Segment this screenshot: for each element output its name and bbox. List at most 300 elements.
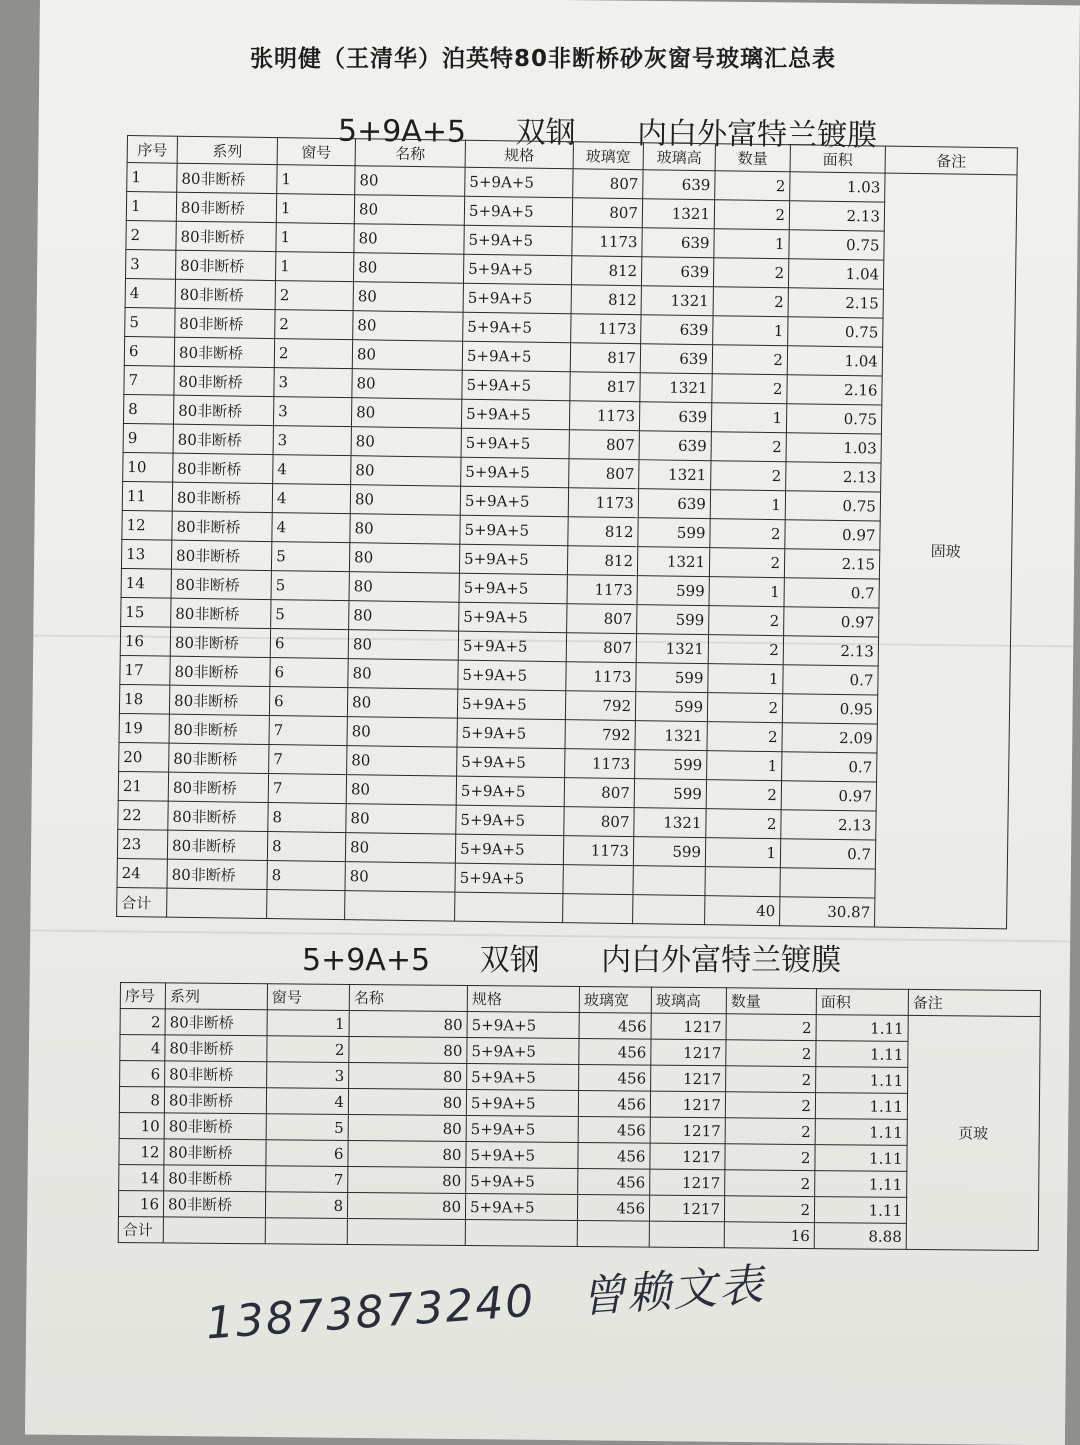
table-cell: 2 [726, 1014, 816, 1041]
empty-cell [345, 891, 455, 922]
table-cell: 80非断桥 [173, 453, 273, 483]
table-cell: 5 [266, 1114, 348, 1141]
table-cell: 1.04 [787, 346, 882, 376]
table-cell: 807 [566, 633, 636, 663]
section1-coating: 内白外富特兰镀膜 [636, 116, 878, 154]
table-cell: 6 [270, 629, 348, 659]
table-cell: 21 [118, 771, 168, 801]
table-cell: 6 [120, 1061, 165, 1087]
col-header: 窗号 [267, 984, 349, 1011]
table-cell: 639 [639, 402, 711, 432]
table-cell: 6 [124, 336, 174, 366]
table-cell: 80非断桥 [168, 772, 268, 802]
col-header: 面积 [816, 989, 908, 1016]
table-cell: 1217 [650, 1091, 725, 1118]
table-cell: 1173 [572, 227, 642, 257]
table-cell: 1.11 [814, 1197, 906, 1224]
table-cell: 5+9A+5 [458, 631, 566, 662]
table-cell: 2 [725, 1118, 815, 1145]
table-cell: 817 [570, 343, 640, 373]
table-cell [780, 868, 875, 898]
section1-table [116, 135, 1018, 929]
empty-cell [265, 1218, 347, 1245]
section1-spec: 5+9A+5 [337, 113, 467, 150]
table-cell: 812 [568, 517, 638, 547]
total-cell: 合计 [117, 887, 167, 917]
table-cell: 2.13 [786, 462, 881, 492]
total-cell: 40 [705, 896, 780, 926]
table-cell [705, 867, 780, 897]
table-cell: 10 [123, 452, 173, 482]
table-cell: 639 [641, 257, 713, 287]
table-cell: 1.11 [815, 1171, 907, 1198]
table-cell: 1 [714, 229, 789, 259]
empty-cell [347, 1218, 465, 1245]
col-header: 序号 [120, 983, 165, 1009]
table-cell: 0.7 [783, 665, 878, 695]
table-cell: 80非断桥 [175, 308, 275, 338]
table-cell: 2.13 [783, 636, 878, 666]
table-cell: 0.75 [788, 317, 883, 347]
table-cell: 2 [274, 339, 352, 369]
table-cell: 599 [636, 663, 708, 693]
table-cell: 1173 [571, 314, 641, 344]
table-cell: 807 [569, 430, 639, 460]
table-cell: 456 [579, 1065, 651, 1092]
table-cell: 5+9A+5 [464, 225, 572, 256]
table-cell: 80非断桥 [170, 656, 270, 686]
col-header: 数量 [726, 988, 816, 1015]
table-cell: 80 [352, 369, 462, 400]
table-cell: 24 [117, 858, 167, 888]
table-cell: 1321 [636, 634, 708, 664]
remark-cell: 页玻 [906, 1015, 1040, 1250]
table-cell: 4 [125, 278, 175, 308]
table-cell: 456 [578, 1169, 650, 1196]
table-cell: 7 [269, 716, 347, 746]
table-cell: 80 [352, 340, 462, 371]
col-header: 数量 [715, 144, 790, 172]
table-cell: 1.03 [790, 172, 885, 202]
table-cell: 3 [267, 1062, 349, 1089]
section2-heading [302, 935, 841, 979]
table-cell: 5+9A+5 [461, 457, 569, 488]
table-cell: 0.7 [784, 578, 879, 608]
table-cell: 5+9A+5 [463, 283, 571, 314]
table-cell: 80 [345, 833, 455, 864]
table-cell: 2 [706, 809, 781, 839]
table-cell: 599 [635, 692, 707, 722]
col-header: 玻璃高 [651, 987, 726, 1014]
table-cell: 639 [638, 489, 710, 519]
table-cell: 80非断桥 [165, 1061, 267, 1088]
col-header: 备注 [908, 989, 1040, 1016]
table-cell: 5+9A+5 [466, 1116, 578, 1143]
table-cell: 1 [276, 223, 354, 253]
table-cell: 80 [348, 1140, 466, 1167]
table-cell: 8 [268, 803, 346, 833]
table-cell: 7 [268, 774, 346, 804]
table-cell: 7 [269, 745, 347, 775]
table-cell: 80 [354, 224, 464, 255]
table-cell: 80 [350, 485, 460, 516]
table-cell: 5+9A+5 [466, 1168, 578, 1195]
empty-cell [633, 895, 705, 925]
table-cell: 1321 [639, 460, 711, 490]
table-cell: 2 [712, 345, 787, 375]
table-cell: 18 [119, 684, 169, 714]
table-cell: 80 [351, 456, 461, 487]
table-cell: 5+9A+5 [459, 544, 567, 575]
table-cell: 80 [351, 427, 461, 458]
table-cell: 8 [123, 394, 173, 424]
empty-cell [649, 1221, 724, 1248]
table-cell: 1.11 [816, 1067, 908, 1094]
table-cell: 5 [271, 571, 349, 601]
table-cell: 1321 [637, 547, 709, 577]
table-cell: 1.11 [815, 1093, 907, 1120]
table-cell: 0.7 [780, 839, 875, 869]
table-cell: 80非断桥 [175, 279, 275, 309]
table-cell: 23 [117, 829, 167, 859]
table-cell: 5+9A+5 [467, 1064, 579, 1091]
table-cell: 3 [274, 368, 352, 398]
table-cell: 1.11 [815, 1119, 907, 1146]
table-cell: 1173 [566, 662, 636, 692]
table-cell: 1217 [651, 1013, 726, 1040]
table-cell: 2 [707, 722, 782, 752]
table-cell: 1217 [649, 1195, 724, 1222]
empty-cell [563, 894, 633, 924]
table-cell: 2 [706, 780, 781, 810]
empty-cell [577, 1221, 649, 1248]
table-cell: 456 [578, 1143, 650, 1170]
table-cell: 807 [564, 807, 634, 837]
table-cell: 12 [122, 510, 172, 540]
table-cell: 80非断桥 [176, 192, 276, 222]
table-cell: 0.7 [782, 752, 877, 782]
table-cell: 1173 [563, 836, 633, 866]
table-cell: 16 [118, 1190, 163, 1216]
table-cell: 3 [125, 249, 175, 279]
table-cell: 599 [637, 576, 709, 606]
table-cell: 80非断桥 [174, 337, 274, 367]
table-cell: 80 [348, 659, 458, 690]
section2-table [118, 982, 1041, 1251]
table-cell: 807 [573, 169, 643, 199]
col-header: 玻璃高 [643, 143, 715, 171]
table-cell: 19 [119, 713, 169, 743]
table-cell: 80 [349, 1011, 467, 1038]
table-cell: 0.97 [785, 520, 880, 550]
table-cell: 4 [120, 1035, 165, 1061]
table-cell: 5+9A+5 [465, 1194, 577, 1221]
table-cell: 2 [724, 1196, 814, 1223]
table-cell: 6 [269, 687, 347, 717]
table-cell: 1.11 [816, 1041, 908, 1068]
table-cell: 1217 [650, 1169, 725, 1196]
table-cell: 1217 [651, 1065, 726, 1092]
table-cell: 7 [124, 365, 174, 395]
table-cell: 9 [123, 423, 173, 453]
table-cell: 80 [346, 775, 456, 806]
table-cell: 8 [119, 1087, 164, 1113]
table-cell: 5+9A+5 [456, 776, 564, 807]
table-cell: 1 [709, 577, 784, 607]
table-cell: 13 [121, 539, 171, 569]
table-cell: 5+9A+5 [461, 399, 569, 430]
table-cell: 2 [726, 1066, 816, 1093]
table-cell: 2 [725, 1144, 815, 1171]
table-cell: 456 [578, 1117, 650, 1144]
table-cell: 1.11 [815, 1145, 907, 1172]
col-header: 玻璃宽 [579, 987, 651, 1014]
table-cell: 80 [348, 630, 458, 661]
table-cell: 1173 [565, 749, 635, 779]
table-cell: 5+9A+5 [459, 602, 567, 633]
table-cell: 80 [347, 1192, 465, 1219]
table-cell: 80非断桥 [169, 685, 269, 715]
table-cell: 0.95 [782, 694, 877, 724]
table-cell: 80 [348, 1088, 466, 1115]
table-cell: 10 [119, 1112, 164, 1138]
table-cell: 1321 [640, 373, 712, 403]
table-cell: 2 [120, 1009, 165, 1035]
table-cell: 1173 [569, 401, 639, 431]
table-cell: 5+9A+5 [466, 1090, 578, 1117]
table-cell: 807 [567, 604, 637, 634]
table-cell: 817 [570, 372, 640, 402]
table-cell: 2 [707, 693, 782, 723]
empty-cell [167, 888, 267, 918]
table-cell: 2 [726, 1040, 816, 1067]
empty-cell [267, 890, 345, 920]
table-cell: 1321 [642, 199, 714, 229]
table-cell: 792 [565, 720, 635, 750]
table-cell: 599 [638, 518, 710, 548]
table-cell: 456 [577, 1195, 649, 1222]
table-cell: 5+9A+5 [463, 254, 571, 285]
table-cell: 2 [725, 1092, 815, 1119]
table-cell: 1 [705, 838, 780, 868]
table-cell: 5+9A+5 [462, 341, 570, 372]
col-header: 窗号 [277, 138, 355, 166]
table-cell: 639 [642, 228, 714, 258]
table-cell: 14 [121, 568, 171, 598]
table-cell: 15 [121, 597, 171, 627]
table-cell: 2.09 [782, 723, 877, 753]
table-cell: 11 [122, 481, 172, 511]
table-cell: 2 [715, 171, 790, 201]
table-cell: 4 [266, 1088, 348, 1115]
table-cell: 2.15 [784, 549, 879, 579]
table-cell: 80非断桥 [164, 1165, 266, 1192]
table-cell: 2 [714, 200, 789, 230]
table-cell: 2 [713, 258, 788, 288]
table-cell: 80 [349, 1037, 467, 1064]
table-cell: 2 [275, 281, 353, 311]
table-cell: 5+9A+5 [459, 573, 567, 604]
table-cell: 639 [639, 431, 711, 461]
table-cell: 599 [637, 605, 709, 635]
col-header: 规格 [467, 986, 579, 1013]
table-cell: 5 [271, 600, 349, 630]
empty-cell [163, 1217, 265, 1244]
remark-cell: 固玻 [875, 173, 1018, 929]
table-cell: 1 [127, 163, 177, 193]
table-cell: 1 [267, 1010, 349, 1037]
table-cell: 2 [126, 220, 176, 250]
table-cell [563, 865, 633, 895]
col-header: 玻璃宽 [573, 142, 643, 170]
table-cell: 80 [347, 688, 457, 719]
table-cell: 812 [571, 285, 641, 315]
table-cell: 1 [708, 664, 783, 694]
table-cell: 1217 [650, 1143, 725, 1170]
table-cell: 80 [349, 1062, 467, 1089]
table-cell: 80 [353, 282, 463, 313]
table-cell: 456 [578, 1091, 650, 1118]
col-header: 面积 [790, 145, 885, 173]
table-cell: 2 [711, 461, 786, 491]
table-cell: 80非断桥 [164, 1113, 266, 1140]
table-cell: 1321 [634, 808, 706, 838]
table-cell: 2.13 [781, 810, 876, 840]
table-cell: 80非断桥 [171, 540, 271, 570]
table-cell: 5+9A+5 [460, 486, 568, 517]
table-cell: 5+9A+5 [460, 515, 568, 546]
total-cell: 8.88 [814, 1223, 906, 1250]
table-cell: 1173 [567, 575, 637, 605]
table-cell: 5+9A+5 [466, 1142, 578, 1169]
table-cell: 792 [565, 691, 635, 721]
table-cell: 599 [633, 837, 705, 867]
table-cell: 0.75 [786, 404, 881, 434]
table-cell: 4 [272, 513, 350, 543]
table-cell: 80 [346, 804, 456, 835]
table-cell: 80 [345, 862, 455, 893]
table-cell: 1 [711, 403, 786, 433]
table-cell: 639 [641, 315, 713, 345]
table-cell: 80非断桥 [163, 1191, 265, 1218]
table-cell: 80非断桥 [165, 1035, 267, 1062]
table-cell: 80 [348, 1166, 466, 1193]
table-cell: 0.75 [785, 491, 880, 521]
table-cell: 2 [713, 287, 788, 317]
table-cell: 80非断桥 [169, 714, 269, 744]
table-cell: 80非断桥 [169, 743, 269, 773]
table-cell: 1.03 [786, 433, 881, 463]
table-cell: 1 [126, 192, 176, 222]
col-header: 规格 [465, 140, 573, 169]
table-cell: 5+9A+5 [457, 689, 565, 720]
section2-spec: 5+9A+5 [302, 943, 431, 978]
table-cell: 80 [349, 572, 459, 603]
table-cell: 22 [118, 800, 168, 830]
table-cell: 80 [350, 514, 460, 545]
table-cell: 20 [119, 742, 169, 772]
table-cell: 1 [277, 165, 355, 195]
table-cell: 1321 [635, 721, 707, 751]
table-cell: 80 [353, 253, 463, 284]
empty-cell [465, 1220, 577, 1247]
table-cell: 5+9A+5 [465, 167, 573, 198]
table-cell: 2.13 [789, 201, 884, 231]
table-cell: 1.04 [788, 259, 883, 289]
table-cell: 80 [349, 601, 459, 632]
table-cell: 1 [713, 316, 788, 346]
table-cell: 1 [275, 252, 353, 282]
table-cell: 80非断桥 [173, 395, 273, 425]
table-cell: 80非断桥 [174, 366, 274, 396]
table-cell: 1.11 [816, 1015, 908, 1042]
table-cell: 5+9A+5 [455, 834, 563, 865]
table-cell: 2.16 [787, 375, 882, 405]
table-cell: 1321 [641, 286, 713, 316]
table-cell: 80非断桥 [164, 1139, 266, 1166]
table-cell: 1 [710, 490, 785, 520]
table-cell: 5+9A+5 [467, 1012, 579, 1039]
table-cell: 456 [579, 1013, 651, 1040]
table-cell: 1 [707, 751, 782, 781]
table-cell: 5+9A+5 [455, 863, 563, 894]
table-cell: 807 [564, 778, 634, 808]
table-cell: 12 [119, 1138, 164, 1164]
table-cell: 80非断桥 [175, 250, 275, 280]
table-cell: 80非断桥 [167, 830, 267, 860]
table-cell: 2.15 [788, 288, 883, 318]
table-cell: 1217 [651, 1039, 726, 1066]
table-cell: 6 [270, 658, 348, 688]
col-header: 系列 [165, 983, 267, 1010]
table-cell: 5+9A+5 [463, 312, 571, 343]
table-cell: 80非断桥 [171, 598, 271, 628]
table-cell: 4 [272, 484, 350, 514]
table-cell: 80 [347, 746, 457, 777]
handwritten-name: 曾赖文表 [579, 1259, 767, 1324]
table-cell: 2 [267, 1036, 349, 1063]
table-cell: 599 [634, 779, 706, 809]
empty-cell [455, 892, 563, 923]
table-cell: 5+9A+5 [457, 747, 565, 778]
table-cell: 16 [120, 626, 170, 656]
table-cell: 807 [572, 198, 642, 228]
table-cell: 80 [347, 717, 457, 748]
total-cell: 30.87 [780, 897, 875, 927]
total-cell: 16 [724, 1222, 814, 1249]
table-cell: 5+9A+5 [456, 805, 564, 836]
document-title: 张明健（王清华）泊英特80非断桥砂灰窗号玻璃汇总表 [250, 46, 837, 72]
table-cell: 80 [351, 398, 461, 429]
col-header: 名称 [355, 139, 465, 168]
table-cell: 80 [354, 195, 464, 226]
col-header: 序号 [127, 136, 177, 164]
table-cell: 80 [349, 543, 459, 574]
col-header: 系列 [177, 136, 277, 164]
table-cell: 4 [273, 455, 351, 485]
table-cell: 2 [710, 519, 785, 549]
table-cell: 80非断桥 [170, 627, 270, 657]
table-cell: 80 [348, 1114, 466, 1141]
table-cell: 5+9A+5 [458, 660, 566, 691]
table-cell: 5+9A+5 [457, 718, 565, 749]
table-cell: 456 [579, 1039, 651, 1066]
table-cell: 599 [635, 750, 707, 780]
table-cell: 639 [643, 170, 715, 200]
table-cell: 2 [711, 432, 786, 462]
table-cell: 80非断桥 [167, 859, 267, 889]
table-cell: 0.97 [781, 781, 876, 811]
